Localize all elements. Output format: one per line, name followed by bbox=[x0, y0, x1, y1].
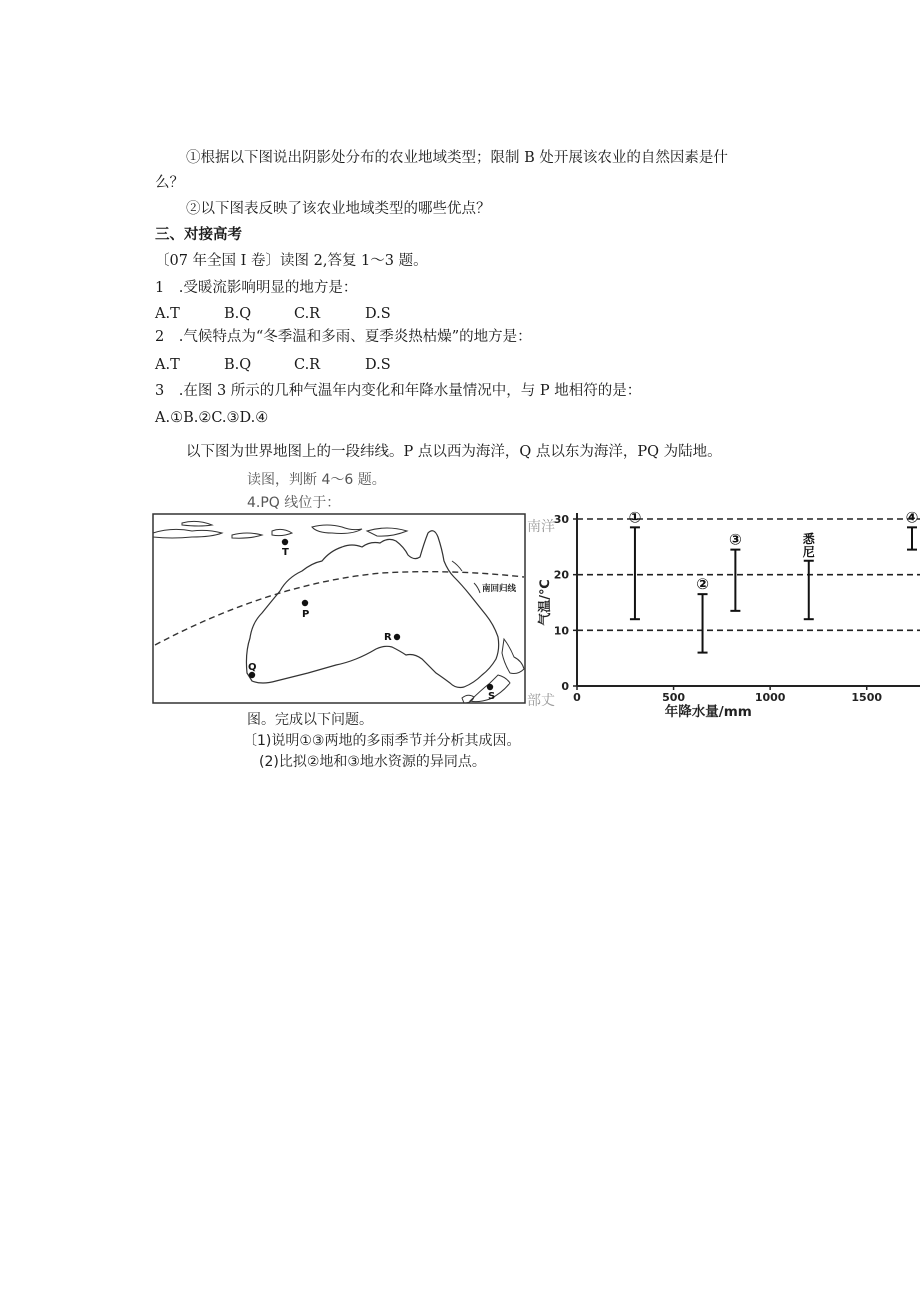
question-2: 2 .气候特点为“冬季温和多雨、夏季炎热枯燥”的地方是： bbox=[155, 329, 532, 345]
y-tick-label: 20 bbox=[553, 568, 569, 582]
point-p-marker bbox=[302, 600, 308, 606]
series-label-sydney-2: 尼 bbox=[802, 544, 815, 559]
scanned-read-figure: 读图，判断 4～6 题。 bbox=[247, 472, 386, 488]
map-frame bbox=[153, 514, 525, 703]
tropic-label: 南回归线 bbox=[482, 584, 517, 594]
question-1: 1 .受暖流影响明显的地方是： bbox=[155, 280, 358, 296]
series-label-2: ② bbox=[696, 575, 709, 594]
x-tick-label: 500 bbox=[662, 691, 686, 704]
point-s-marker bbox=[487, 684, 493, 690]
question-a: ①根据以下图说出阴影处分布的农业地域类型；限制 B 处开展该农业的自然因素是什 bbox=[186, 150, 728, 166]
edge-text-bottom: 部𠀋 bbox=[527, 693, 555, 709]
x-tick-label: 1000 bbox=[754, 691, 786, 704]
scanned-sub-question-1: 〔1)说明①③两地的多雨季节并分析其成因。 bbox=[243, 733, 521, 749]
y-tick-label: 10 bbox=[553, 624, 569, 638]
q3-options: A.①B.②C.③D.④ bbox=[155, 410, 269, 426]
scanned-question-4: 4.PQ 线位于： bbox=[247, 495, 341, 511]
edge-text-top: 南洋 bbox=[527, 519, 555, 535]
q2-option-b: B.Q bbox=[224, 357, 252, 373]
x-tick-label: 0 bbox=[573, 691, 581, 704]
scanned-sub-question-2: (2)比拟②地和③地水资源的异同点。 bbox=[259, 754, 486, 770]
q2-option-a: A.T bbox=[155, 357, 180, 373]
q1-option-b: B.Q bbox=[224, 306, 252, 322]
point-q-label: Q bbox=[248, 662, 257, 673]
point-t-label: T bbox=[282, 547, 289, 558]
x-tick-label: 1500 bbox=[851, 691, 883, 704]
section-heading: 三、对接高考 bbox=[155, 226, 242, 243]
q2-option-d: D.S bbox=[365, 357, 391, 373]
x-axis-label: 年降水量/mm bbox=[664, 704, 752, 720]
point-p-label: P bbox=[302, 609, 310, 620]
latitude-intro: 以下图为世界地图上的一段纬线。P 点以西为海洋，Q 点以东为海洋，PQ 为陆地。 bbox=[186, 444, 722, 460]
y-axis-label: 气温/℃ bbox=[538, 579, 553, 626]
series-label-1: ① bbox=[628, 508, 642, 527]
y-tick-label: 0 bbox=[561, 680, 569, 693]
point-t-marker bbox=[282, 539, 288, 545]
series-label-3: ③ bbox=[729, 530, 742, 549]
question-a-continued: 么？ bbox=[155, 175, 184, 191]
q1-option-a: A.T bbox=[155, 306, 180, 322]
series-label-sydney-1: 悉 bbox=[802, 531, 815, 546]
question-3: 3 .在图 3 所示的几种气温年内变化和年降水量情况中，与 P 地相符的是： bbox=[155, 383, 642, 399]
australia-map bbox=[152, 513, 562, 705]
point-r-marker bbox=[394, 634, 400, 640]
section-intro: 〔07 年全国 I 卷〕读图 2,答复 1～3 题。 bbox=[155, 253, 428, 269]
point-r-label: R bbox=[384, 632, 392, 643]
climate-range-chart bbox=[530, 496, 920, 720]
q1-option-c: C.R bbox=[294, 306, 321, 322]
q1-option-d: D.S bbox=[365, 306, 391, 322]
q2-option-c: C.R bbox=[294, 357, 321, 373]
scanned-caption: 图。完成以下问题。 bbox=[247, 712, 373, 728]
y-tick-label: 30 bbox=[553, 513, 569, 526]
question-b: ②以下图表反映了该农业地域类型的哪些优点？ bbox=[186, 201, 491, 217]
series-label-5: ④ bbox=[905, 508, 919, 527]
point-s-label: S bbox=[488, 691, 496, 702]
